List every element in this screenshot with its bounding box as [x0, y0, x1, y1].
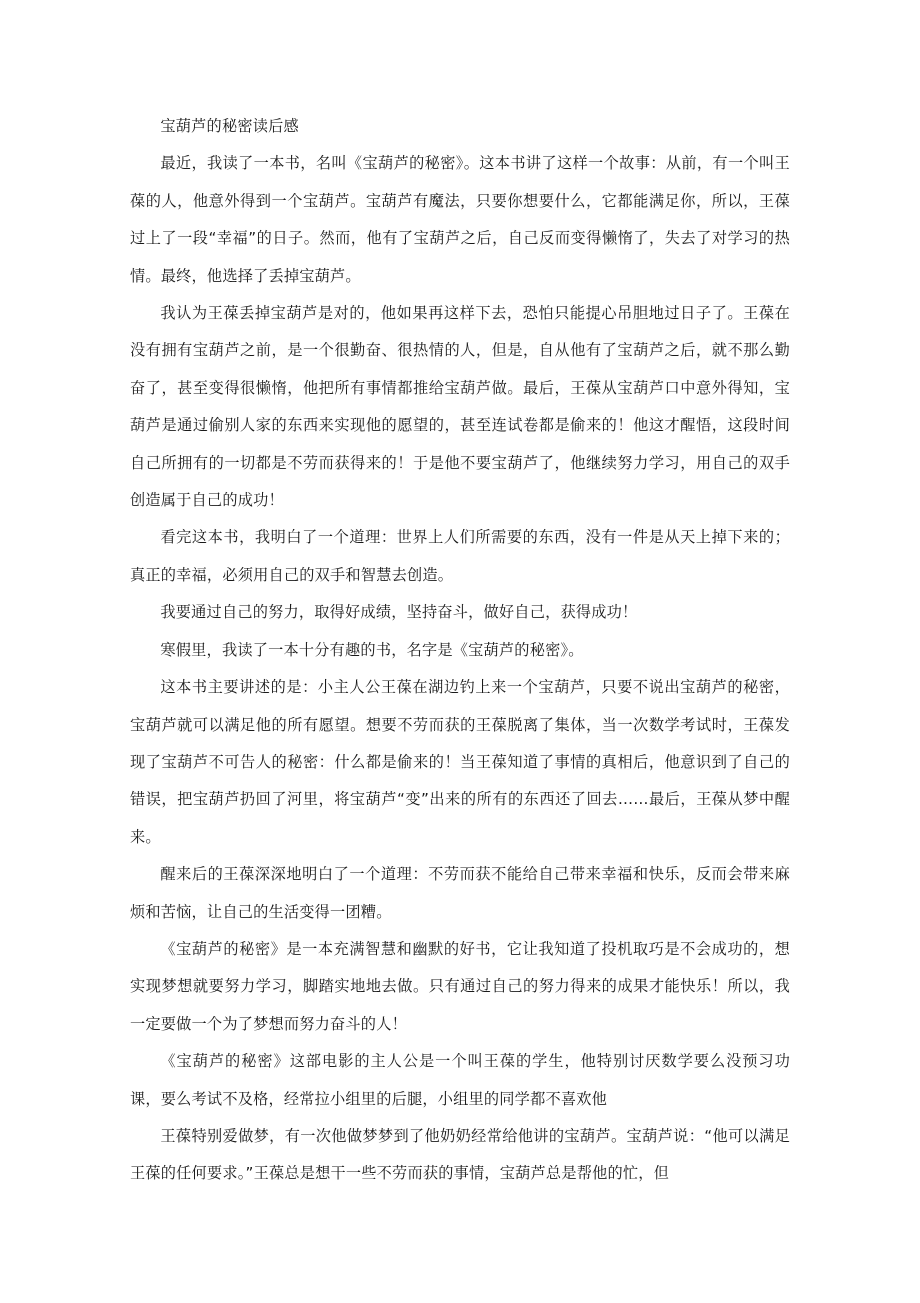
paragraph-7: 醒来后的王葆深深地明白了一个道理：不劳而获不能给自己带来幸福和快乐，反而会带来麻烦和苦恼，让自己的生活变得一团糟。 [130, 865, 790, 921]
paragraph-10: 王葆特别爱做梦，有一次他做梦梦到了他奶奶经常给他讲的宝葫芦。宝葫芦说：“他可以满足王葆的任何要求。”王葆总是想干一些不劳而获的事情，宝葫芦总是帮他的忙，但 [130, 1126, 790, 1183]
paragraph-5: 寒假里，我读了一本十分有趣的书，名字是《宝葫芦的秘密》。 [160, 640, 584, 659]
paragraph-4: 我要通过自己的努力，取得好成绩，坚持奋斗，做好自己，获得成功！ [160, 603, 638, 622]
paragraph-6: 这本书主要讲述的是：小主人公王葆在湖边钓上来一个宝葫芦，只要不说出宝葫芦的秘密，宝葫芦就可以满足他的所有愿望。想要不劳而获的王葆脱离了集体，当一次数学考试时，王葆发现了宝葫芦不可告人的秘密：什么都是偷来的！当王葆知道了事情的真相后，他意识到了自己的错误，把宝葫芦扔回了河里，将宝葫芦“变”出来的所有的东西还了回去……最后，王葆从梦中醒来。 [130, 678, 790, 846]
paragraph-3: 看完这本书，我明白了一个道理：世界上人们所需要的东西，没有一件是从天上掉下来的；真正的幸福，必须用自己的双手和智慧去创造。 [130, 528, 790, 584]
document-body [130, 108, 790, 1193]
paragraph-8: 《宝葫芦的秘密》是一本充满智慧和幽默的好书，它让我知道了投机取巧是不会成功的，想实现梦想就要努力学习，脚踏实地地去做。只有通过自己的努力得来的成果才能快乐！所以，我一定要做一个为了梦想而努力奋斗的人！ [130, 939, 790, 1033]
paragraph-1: 最近，我读了一本书，名叫《宝葫芦的秘密》。这本书讲了这样一个故事：从前，有一个叫王葆的人，他意外得到一个宝葫芦。宝葫芦有魔法，只要你想要什么，它都能满足你，所以，王葆过上了一段“幸福”的日子。然而，他有了宝葫芦之后，自己反而变得懒惰了，失去了对学习的热情。最终，他选择了丢掉宝葫芦。 [130, 154, 790, 285]
paragraph-9: 《宝葫芦的秘密》这部电影的主人公是一个叫王葆的学生，他特别讨厌数学要么没预习功课，要么考试不及格，经常拉小组里的后腿，小组里的同学都不喜欢他 [130, 1052, 790, 1108]
document-title: 宝葫芦的秘密读后感 [160, 117, 299, 135]
paragraph-2: 我认为王葆丢掉宝葫芦是对的，他如果再这样下去，恐怕只能提心吊胆地过日子了。王葆在没有拥有宝葫芦之前，是一个很勤奋、很热情的人，但是，自从他有了宝葫芦之后，就不那么勤奋了，甚至变得很懒惰，他把所有事情都推给宝葫芦做。最后，王葆从宝葫芦口中意外得知，宝葫芦是通过偷别人家的东西来实现他的愿望的，甚至连试卷都是偷来的！他这才醒悟，这段时间自己所拥有的一切都是不劳而获得来的！于是他不要宝葫芦了，他继续努力学习，用自己的双手创造属于自己的成功！ [130, 304, 790, 510]
